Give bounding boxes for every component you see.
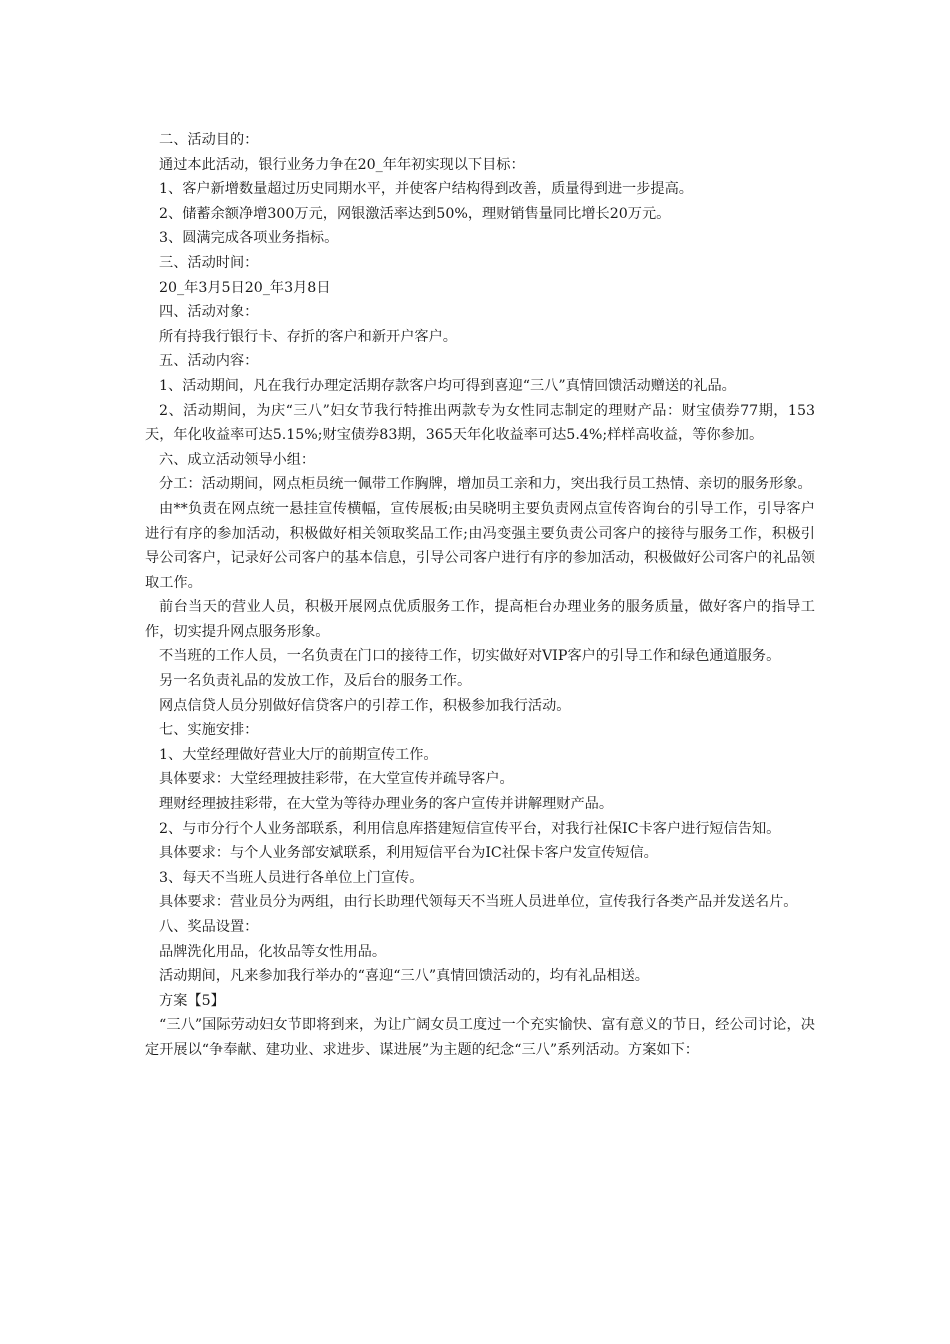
paragraph: 六、成立活动领导小组： xyxy=(159,451,316,468)
paragraph: 活动期间，凡来参加我行举办的“喜迎“三八”真情回馈活动的，均有礼品相送。 xyxy=(159,968,649,985)
paragraph: 五、活动内容： xyxy=(159,353,259,370)
paragraph: 通过本此活动，银行业务力争在20_年年初实现以下目标： xyxy=(159,156,525,173)
paragraph: 所有持我行银行卡、存折的客户和新开户客户。 xyxy=(159,328,457,345)
document-body xyxy=(145,128,815,1063)
paragraph: 具体要求：大堂经理披挂彩带，在大堂宣传并疏导客户。 xyxy=(159,771,514,788)
paragraph: 网点信贷人员分别做好信贷客户的引荐工作，积极参加我行活动。 xyxy=(159,697,571,714)
paragraph: 1、大堂经理做好营业大厅的前期宣传工作。 xyxy=(159,746,438,763)
paragraph: 二、活动目的： xyxy=(159,132,259,148)
paragraph: 七、实施安排： xyxy=(159,722,259,739)
paragraph: 由**负责在网点统一悬挂宣传横幅，宣传展板;由吴晓明主要负责网点宣传咨询台的引导工作，引导客户进行有序的参加活动，积极做好相关领取奖品工作;由冯变强主要负责公司客户的接待与服务工作，积极引导公司客户，记录好公司客户的基本信息，引导公司客户进行有序的参加活动，积极做好公司客户的礼品领取工作。 xyxy=(145,500,815,591)
paragraph: 方案【5】 xyxy=(159,992,225,1009)
paragraph: 具体要求：与个人业务部安斌联系，利用短信平台为IC社保卡客户发宣传短信。 xyxy=(159,845,658,862)
paragraph: 品牌洗化用品，化妆品等女性用品。 xyxy=(159,943,387,960)
paragraph: 八、奖品设置： xyxy=(159,919,259,935)
paragraph: 2、与市分行个人业务部联系，利用信息库搭建短信宣传平台，对我行社保IC卡客户进行短信告知。 xyxy=(159,820,781,837)
paragraph: 1、活动期间，凡在我行办理定活期存款客户均可得到喜迎“三八”真情回馈活动赠送的礼品。 xyxy=(159,377,736,394)
paragraph: 前台当天的营业人员，积极开展网点优质服务工作，提高柜台办理业务的服务质量，做好客户的指导工作，切实提升网点服务形象。 xyxy=(145,599,815,640)
paragraph: 3、每天不当班人员进行各单位上门宣传。 xyxy=(159,869,424,886)
paragraph: 不当班的工作人员，一名负责在门口的接待工作，切实做好对VIP客户的引导工作和绿色通道服务。 xyxy=(159,648,781,665)
paragraph: 2、活动期间，为庆“三八”妇女节我行特推出两款专为女性同志制定的理财产品：财宝债券77期，153天，年化收益率可达5.15%;财宝债券83期，365天年化收益率可达5.4%;样样高收益，等你参加。 xyxy=(145,402,815,444)
paragraph: 理财经理披挂彩带，在大堂为等待办理业务的客户宣传并讲解理财产品。 xyxy=(159,796,614,813)
paragraph: 2、储蓄余额净增300万元，网银激活率达到50%，理财销售量同比增长20万元。 xyxy=(159,205,671,222)
paragraph: 三、活动时间： xyxy=(159,254,259,271)
paragraph: 四、活动对象： xyxy=(159,304,259,321)
paragraph: 20_年3月5日20_年3月8日 xyxy=(159,279,331,296)
paragraph: 3、圆满完成各项业务指标。 xyxy=(159,230,339,247)
paragraph: 具体要求：营业员分为两组，由行长助理代领每天不当班人员进单位，宣传我行各类产品并发送名片。 xyxy=(159,894,798,911)
paragraph: 1、客户新增数量超过历史同期水平，并使客户结构得到改善，质量得到进一步提高。 xyxy=(159,181,693,198)
paragraph: 分工：活动期间，网点柜员统一佩带工作胸牌，增加员工亲和力，突出我行员工热情、亲切的服务形象。 xyxy=(159,476,812,493)
paragraph: “三八”国际劳动妇女节即将到来，为让广阔女员工度过一个充实愉快、富有意义的节日，经公司讨论，决定开展以“争奉献、建功业、求进步、谋进展”为主题的纪念“三八”系列活动。方案如下： xyxy=(145,1017,815,1058)
paragraph: 另一名负责礼品的发放工作，及后台的服务工作。 xyxy=(159,673,472,690)
